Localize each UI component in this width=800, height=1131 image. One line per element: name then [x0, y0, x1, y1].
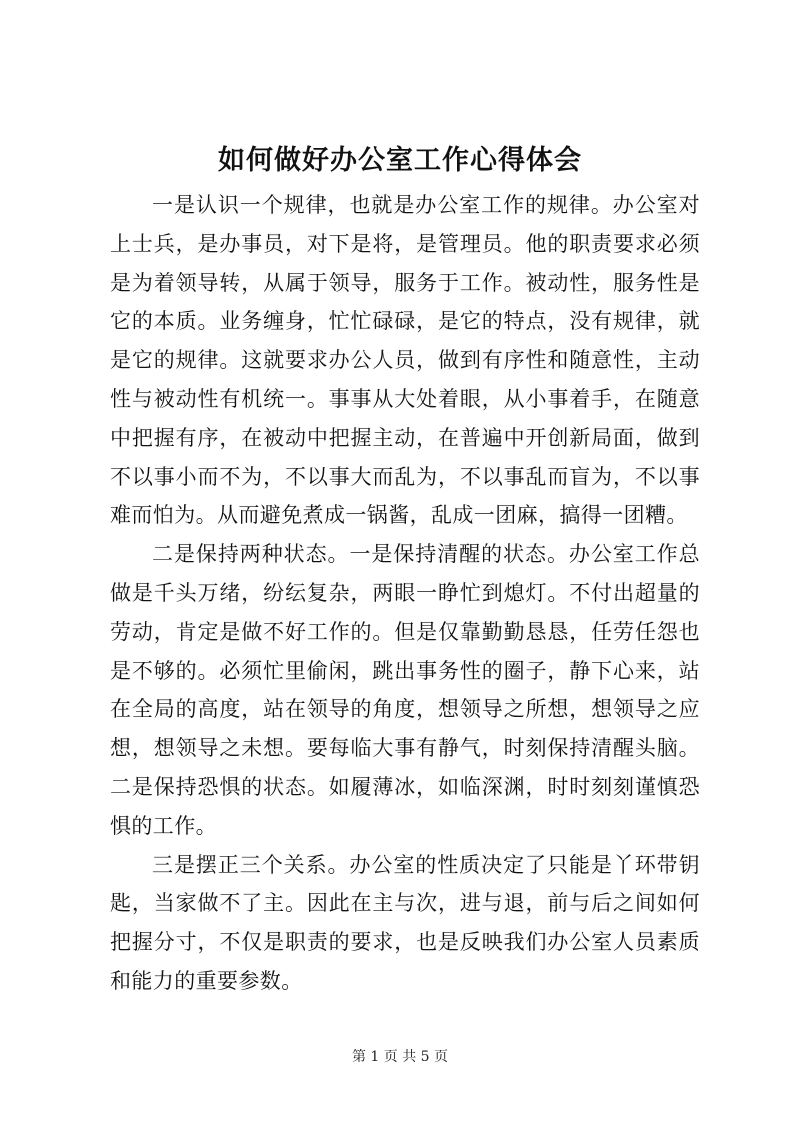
document-body [110, 186, 700, 1001]
paragraph-3: 三是摆正三个关系。办公室的性质决定了只能是丫环带钥匙，当家做不了主。因此在主与次，进与退，前与后之间如何把握分寸，不仅是职责的要求，也是反映我们办公室人员素质和能力的重要参数。 [110, 852, 700, 993]
document-title: 如何做好办公室工作心得体会 [218, 145, 582, 176]
page-number-footer: 第 1 页 共 5 页 [351, 1049, 449, 1065]
paragraph-2: 二是保持两种状态。一是保持清醒的状态。办公室工作总做是千头万绪，纷纭复杂，两眼一睁忙到熄灯。不付出超量的劳动，肯定是做不好工作的。但是仅靠勤勤恳恳，任劳任怨也是不够的。必须忙里偷闲，跳出事务性的圈子，静下心来，站在全局的高度，站在领导的角度，想领导之所想，想领导之应想，想领导之未想。要每临大事有静气，时刻保持清醒头脑。二是保持恐惧的状态。如履薄冰，如临深渊，时时刻刻谨慎恐惧的工作。 [110, 542, 700, 838]
paragraph-1: 一是认识一个规律，也就是办公室工作的规律。办公室对上士兵，是办事员，对下是将，是管理员。他的职责要求必须是为着领导转，从属于领导，服务于工作。被动性，服务性是它的本质。业务缠身，忙忙碌碌，是它的特点，没有规律，就是它的规律。这就要求办公人员，做到有序性和随意性，主动性与被动性有机统一。事事从大处着眼，从小事着手，在随意中把握有序，在被动中把握主动，在普遍中开创新局面，做到不以事小而不为，不以事大而乱为，不以事乱而盲为，不以事难而怕为。从而避免煮成一锅酱，乱成一团麻，搞得一团糟。 [110, 193, 700, 528]
